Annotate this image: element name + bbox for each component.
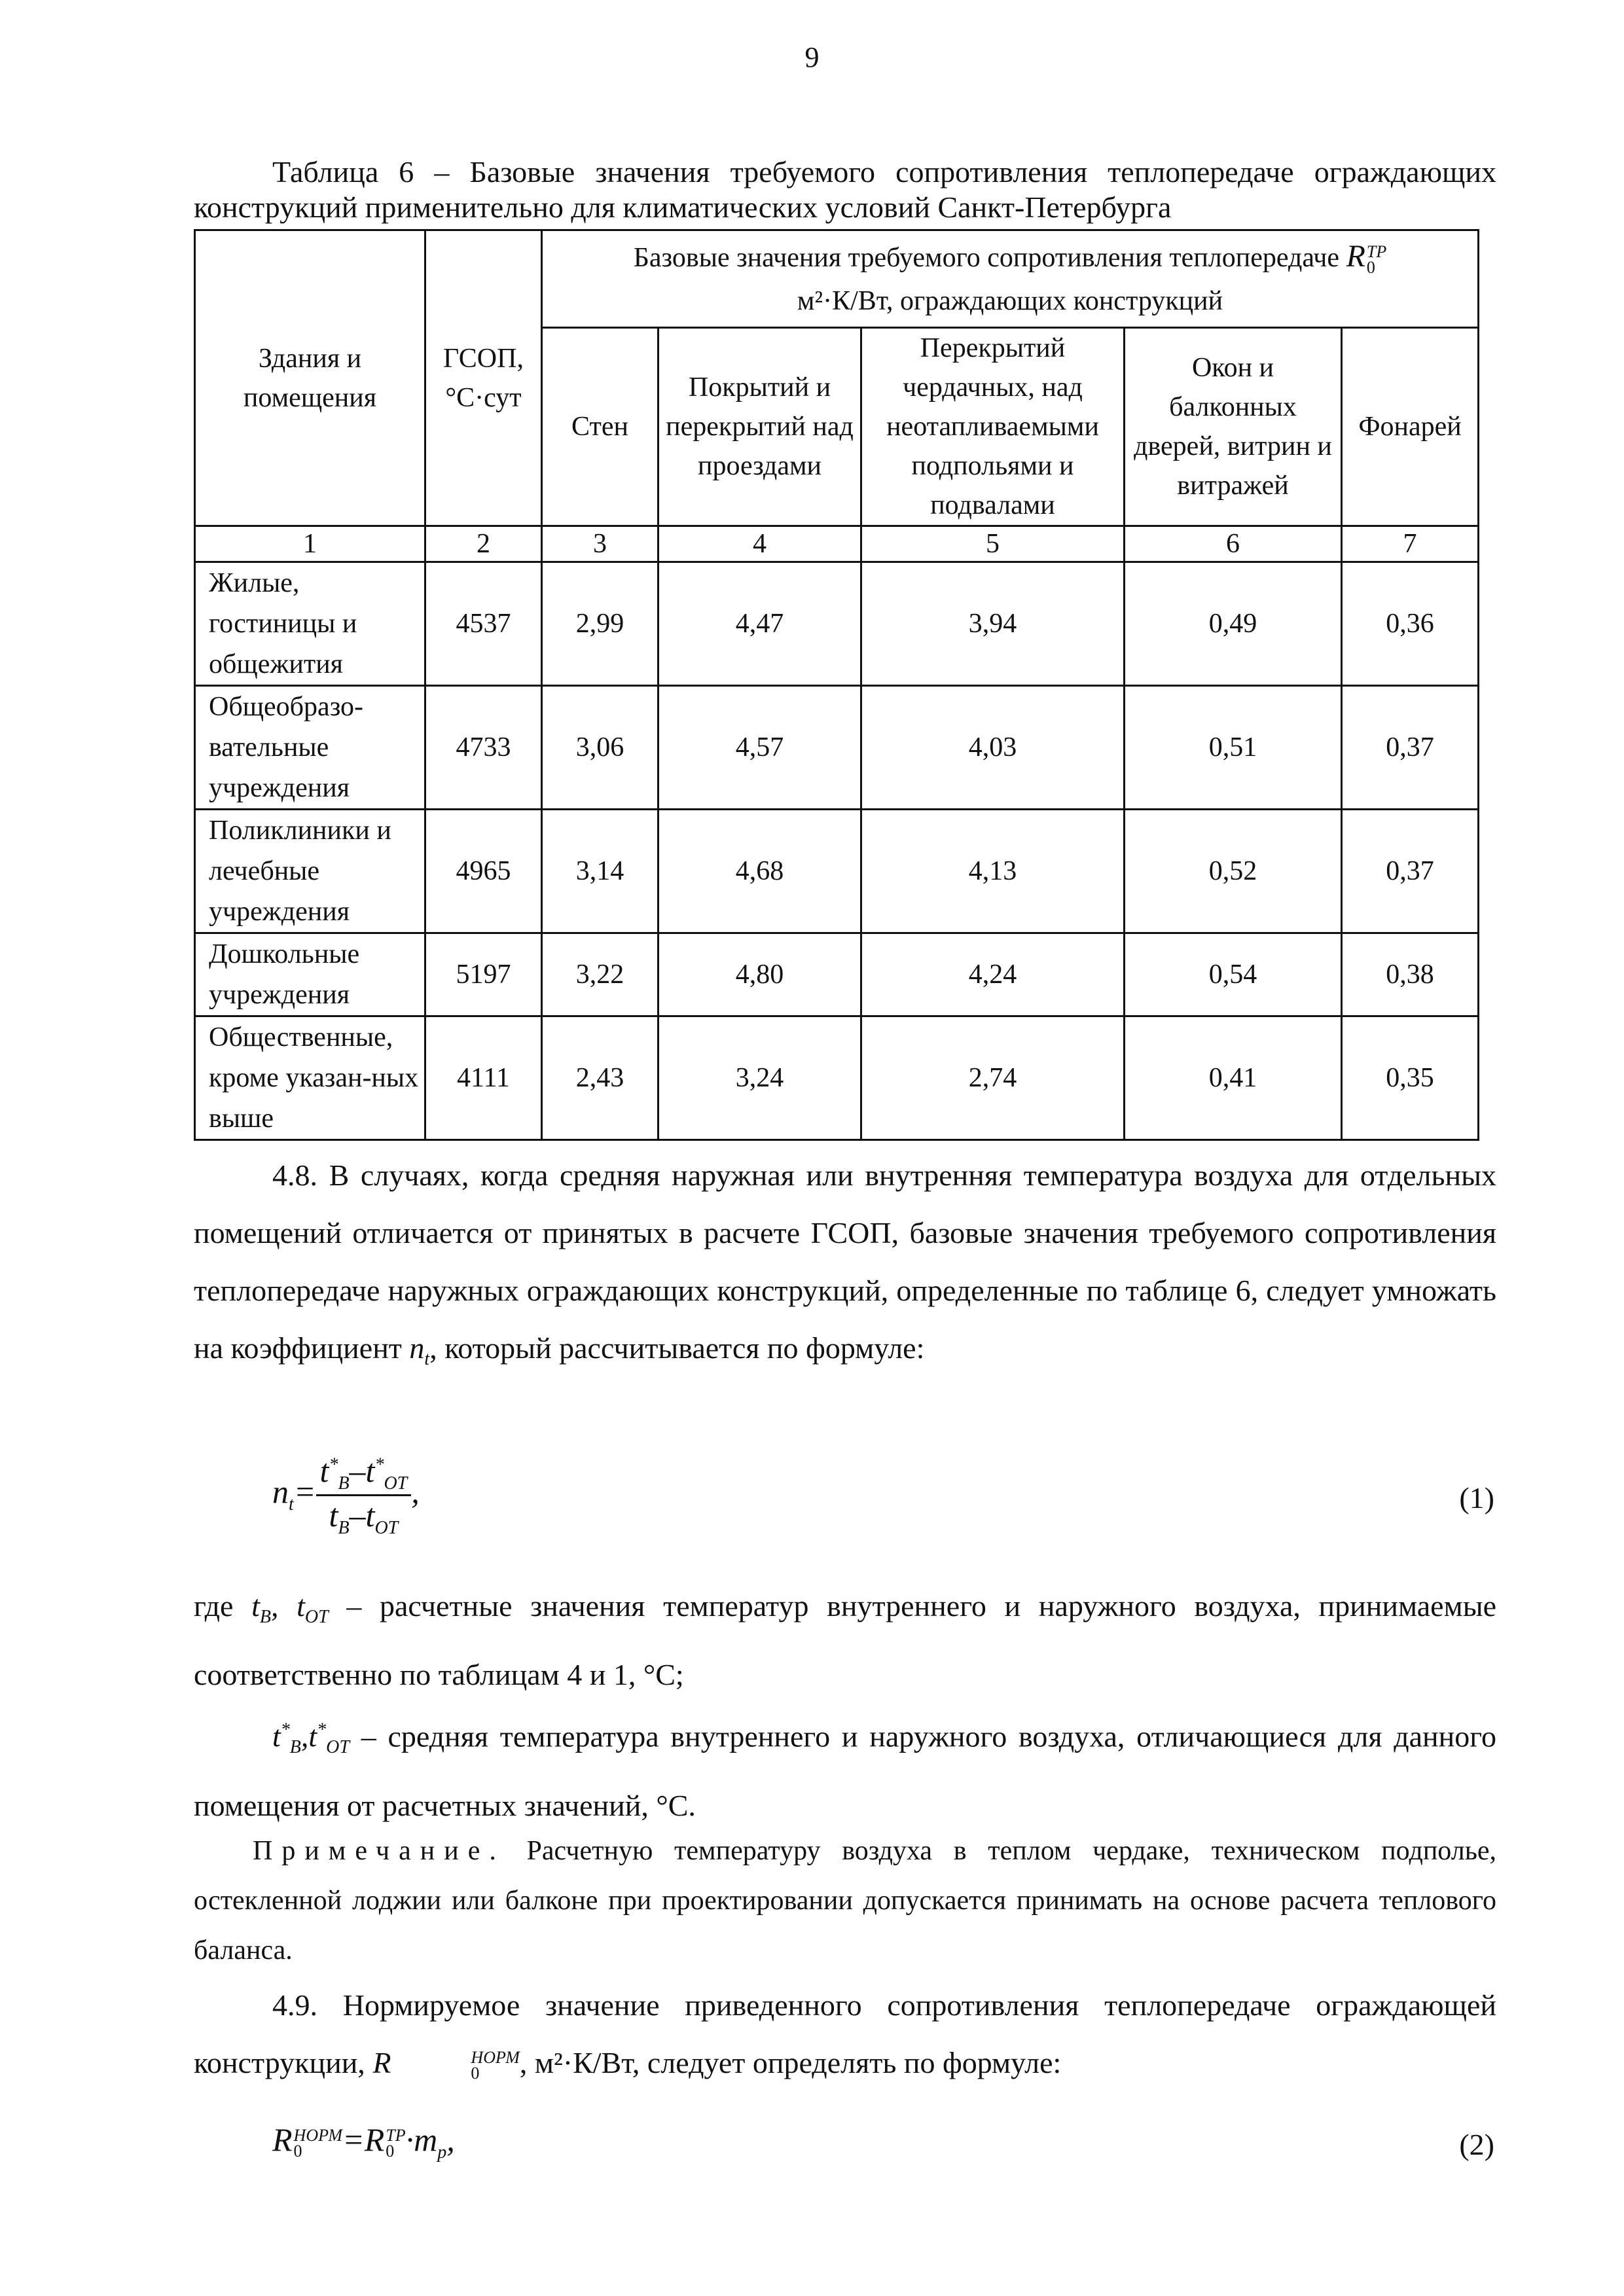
formula-1-lhs: $n_t$ (272, 1473, 294, 1515)
table-cell: 3,94 (861, 562, 1125, 686)
formula-2-rhs: RТР 0 (364, 2121, 406, 2161)
paragraph-4-8-tail: , который рассчитывается по формуле: (429, 1331, 925, 1365)
where-block-2 (194, 1702, 1496, 1835)
where-1-text: – расчетные значения температур внутреннего и наружного воздуха, принимаемые соответственно по таблицам 4 и 1, °С; (194, 1589, 1497, 1692)
symbol-r-sup: ТР (1366, 242, 1387, 262)
formula-1-numerator: $t^*_В-t^*_{ОТ}$ (316, 1452, 412, 1496)
header-base-line-2: м²·К/Вт, ограждающих конструкций (797, 286, 1223, 316)
column-number: 2 (425, 526, 542, 562)
subheader-attic-floors: Перекрытий чердачных, над неотапливаемыми подпольями и подвалами (861, 328, 1125, 526)
formula-2: RНОРМ 0 =RТР 0 $\cdot m_p$, (272, 2121, 455, 2162)
symbol-nt: $n_t$ (409, 1331, 430, 1370)
table-cell: 4,68 (659, 810, 861, 933)
table-cell: 3,24 (659, 1016, 861, 1140)
column-number: 6 (1125, 526, 1342, 562)
row-name: Общественные, кроме указан-ных выше (195, 1016, 425, 1140)
table-row (195, 810, 1479, 933)
header-buildings: Здания и помещения (195, 230, 425, 526)
table-cell: 2,74 (861, 1016, 1125, 1140)
table-cell: 4,80 (659, 933, 861, 1016)
formula-2-factor: $m_p$ (414, 2121, 447, 2162)
table-row (195, 686, 1479, 810)
formula-1: $n_t=$ $\frac{t^*_В-t^*_{ОТ}}{t_В-t_{ОТ}}$ , (272, 1452, 420, 1538)
subheader-skylights: Фонарей (1342, 328, 1479, 526)
equation-number-2: (2) (1459, 2128, 1494, 2161)
note-block (194, 1826, 1496, 1975)
table-cell: 0,54 (1125, 933, 1342, 1016)
note-text: Расчетную температуру воздуха в теплом чердаке, техническом подполье, остекленной лоджии или балконе при проектировании допускается принимать на основе расчета теплового баланса. (194, 1836, 1497, 1965)
table-cell: 4,24 (861, 933, 1125, 1016)
table-row (195, 1016, 1479, 1140)
row-name: Общеобразо-вательные учреждения (195, 686, 425, 810)
header-base-values (542, 230, 1479, 328)
column-number: 3 (542, 526, 659, 562)
paragraph-4-9 (194, 1977, 1496, 2092)
row-name: Жилые, гостиницы и общежития (195, 562, 425, 686)
column-number: 1 (195, 526, 425, 562)
table-cell: 0,51 (1125, 686, 1342, 810)
column-number: 4 (659, 526, 861, 562)
paragraph-4-9-tail: , м²·К/Вт, следует определять по формуле: (519, 2046, 1062, 2079)
subheader-walls: Стен (542, 328, 659, 526)
table-cell: 4,03 (861, 686, 1125, 810)
column-number: 5 (861, 526, 1125, 562)
table-cell: 0,38 (1342, 933, 1479, 1016)
symbol-r-norm: R НОРМ 0 (372, 2046, 520, 2083)
caption-line-1: Таблица 6 – Базовые значения требуемого сопротивления теплопередаче ограждающих (272, 155, 1496, 188)
caption-line-2: конструкций применительно для климатических условий Санкт-Петербурга (194, 190, 1172, 224)
resistance-table (194, 229, 1479, 1141)
table-cell: 0,37 (1342, 686, 1479, 810)
table-cell: 0,49 (1125, 562, 1342, 686)
where-prefix: где (194, 1589, 234, 1623)
symbol-r: R (1346, 239, 1365, 274)
column-numbers-row (195, 526, 1479, 562)
table-cell: 0,37 (1342, 810, 1479, 933)
table-cell: 0,35 (1342, 1016, 1479, 1140)
table-cell: 0,36 (1342, 562, 1479, 686)
row-name: Дошкольные учреждения (195, 933, 425, 1016)
paragraph-4-9-text: 4.9. Нормируемое значение приведенного сопротивления теплопередаче ограждающей конструкции, (194, 1988, 1496, 2079)
note-label: Примечание. (253, 1836, 505, 1866)
header-base-line-1: Базовые значения требуемого сопротивления теплопередаче (633, 243, 1340, 273)
row-name: Поликлиники и лечебные учреждения (195, 810, 425, 933)
paragraph-4-8-text: 4.8. В случаях, когда средняя наружная или внутренняя температура воздуха для отдельных помещений отличается от принятых в расчете ГСОП, базовые значения требуемого сопротивления теплопередаче наружных ограждающих конструкций, определенные по таблице 6, следует умножать на коэффициент (194, 1158, 1496, 1365)
table-cell: 0,41 (1125, 1016, 1342, 1140)
where-2-text: – средняя температура внутреннего и наружного воздуха, отличающиеся для данного помещения от расчетных значений, °С. (194, 1719, 1497, 1822)
table-cell: 4111 (425, 1016, 542, 1140)
header-gsop: ГСОП, °С·сут (425, 230, 542, 526)
symbol-tb-tot: $t_В$, $t_{ОТ}$ (251, 1589, 329, 1628)
table-cell: 4733 (425, 686, 542, 810)
table-cell: 4,13 (861, 810, 1125, 933)
table-cell: 4,57 (659, 686, 861, 810)
page-number: 9 (804, 41, 820, 73)
where-block-1 (194, 1577, 1496, 1704)
formula-2-lhs: RНОРМ 0 (272, 2121, 342, 2161)
symbol-r-sub: 0 (1366, 258, 1375, 278)
table-header-row (195, 230, 1479, 328)
table-cell: 4,47 (659, 562, 861, 686)
formula-1-fraction (316, 1452, 412, 1539)
table-row (195, 933, 1479, 1016)
table-row (195, 562, 1479, 686)
table-cell: 5197 (425, 933, 542, 1016)
table-cell: 4965 (425, 810, 542, 933)
column-number: 7 (1342, 526, 1479, 562)
table-cell: 3,14 (542, 810, 659, 933)
table-caption (194, 154, 1496, 225)
table-cell: 3,06 (542, 686, 659, 810)
equation-number-1: (1) (1459, 1481, 1494, 1515)
formula-1-denominator: $t_В-t_{ОТ}$ (329, 1497, 399, 1538)
paragraph-4-8 (194, 1147, 1496, 1388)
subheader-roofs: Покрытий и перекрытий над проездами (659, 328, 861, 526)
table-cell: 2,43 (542, 1016, 659, 1140)
table-cell: 0,52 (1125, 810, 1342, 933)
table-cell: 2,99 (542, 562, 659, 686)
table-cell: 3,22 (542, 933, 659, 1016)
table-cell: 4537 (425, 562, 542, 686)
subheader-windows: Окон и балконных дверей, витрин и витражей (1125, 328, 1342, 526)
symbol-tb-tot-star: $t^*_В,t^*_{ОТ}$ (272, 1719, 350, 1758)
